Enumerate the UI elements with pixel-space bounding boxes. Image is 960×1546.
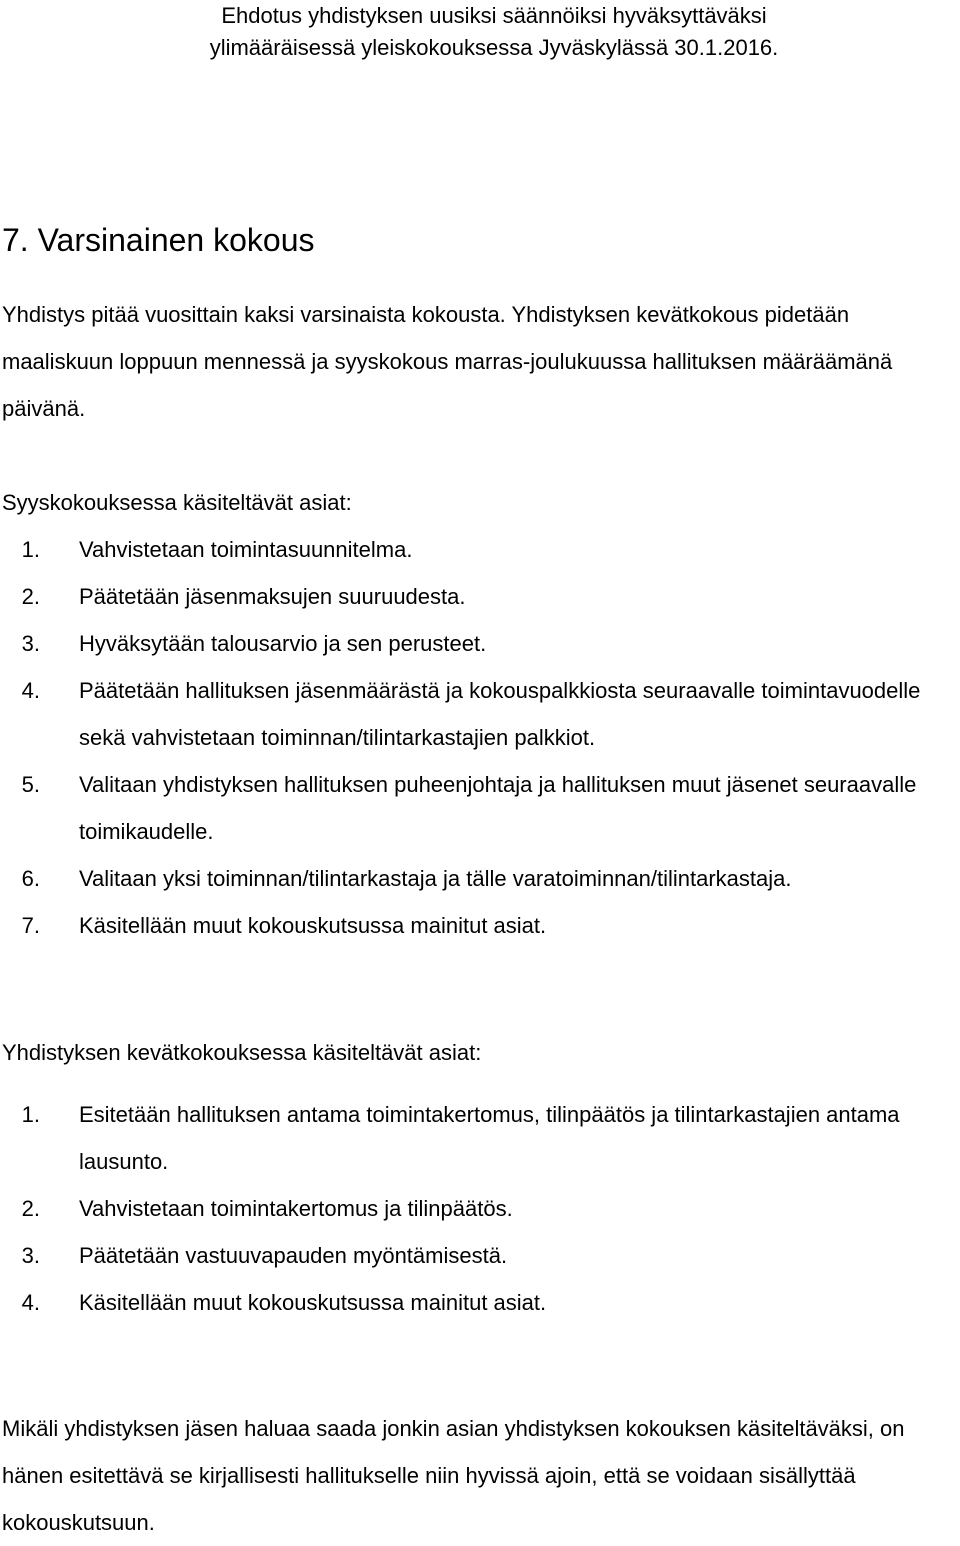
list-item-text: Päätetään vastuuvapauden myöntämisestä.	[79, 1243, 508, 1268]
list-item	[2, 573, 958, 620]
list-item-text: Valitaan yhdistyksen hallituksen puheenjohtaja ja hallituksen muut jäsenet seuraavalle toimikaudelle.	[79, 772, 917, 844]
list-item	[2, 1232, 958, 1279]
list-item-number: 4.	[21, 678, 40, 703]
list-item-number: 5.	[21, 772, 40, 797]
list-item-number: 6.	[21, 866, 40, 891]
list-item-text: Käsitellään muut kokouskutsussa mainitut asiat.	[79, 1290, 547, 1315]
list-item-number: 1.	[21, 537, 40, 562]
list-item-number: 4.	[21, 1290, 40, 1315]
list-item	[2, 1279, 958, 1326]
list-item-text: Hyväksytään talousarvio ja sen perusteet.	[79, 631, 487, 656]
spring-meeting-list	[2, 1091, 958, 1326]
header-line-2: ylimääräisessä yleiskokouksessa Jyväskylässä 30.1.2016.	[209, 35, 779, 60]
list-item	[2, 1091, 958, 1185]
list-item	[2, 855, 958, 902]
list-item-text: Esitetään hallituksen antama toimintakertomus, tilinpäätös ja tilintarkastajien antama lausunto.	[79, 1102, 900, 1174]
list-item-text: Vahvistetaan toimintasuunnitelma.	[79, 537, 413, 562]
list-item-number: 7.	[21, 913, 40, 938]
list-item-text: Päätetään hallituksen jäsenmäärästä ja kokouspalkkiosta seuraavalle toimintavuodelle sekä vahvistetaan toiminnan/tilintarkastajien palkkiot.	[79, 678, 921, 750]
list-item	[2, 667, 958, 761]
list-item	[2, 1185, 958, 1232]
spring-meeting-heading: Yhdistyksen kevätkokouksessa käsiteltävät asiat:	[2, 1040, 482, 1065]
intro-paragraph: Yhdistys pitää vuosittain kaksi varsinaista kokousta. Yhdistyksen kevätkokous pidetään maaliskuun loppuun mennessä ja syyskokous marras-joulukuussa hallituksen määräämänä päivänä.	[2, 302, 893, 421]
footer-paragraph: Mikäli yhdistyksen jäsen haluaa saada jonkin asian yhdistyksen kokouksen käsiteltäväksi, on hänen esitettävä se kirjallisesti hallitukselle niin hyvissä ajoin, että se voidaan sisällyttää kokouskutsuun.	[2, 1416, 905, 1535]
page-header	[0, 0, 960, 64]
list-item-text: Valitaan yksi toiminnan/tilintarkastaja ja tälle varatoiminnan/tilintarkastaja.	[79, 866, 792, 891]
list-item-text: Päätetään jäsenmaksujen suuruudesta.	[79, 584, 466, 609]
list-item-number: 1.	[21, 1102, 40, 1127]
list-item-number: 2.	[21, 584, 40, 609]
autumn-meeting-list	[2, 526, 958, 949]
header-line-1: Ehdotus yhdistyksen uusiksi säännöiksi hyväksyttäväksi	[221, 3, 767, 28]
list-item-text: Vahvistetaan toimintakertomus ja tilinpäätös.	[79, 1196, 513, 1221]
autumn-meeting-heading: Syyskokouksessa käsiteltävät asiat:	[2, 490, 352, 515]
list-item	[2, 620, 958, 667]
list-item-number: 3.	[21, 631, 40, 656]
list-item-text: Käsitellään muut kokouskutsussa mainitut asiat.	[79, 913, 547, 938]
section-title: 7. Varsinainen kokous	[2, 222, 315, 258]
list-item	[2, 761, 958, 855]
list-item-number: 3.	[21, 1243, 40, 1268]
list-item-number: 2.	[21, 1196, 40, 1221]
list-item	[2, 526, 958, 573]
list-item	[2, 902, 958, 949]
